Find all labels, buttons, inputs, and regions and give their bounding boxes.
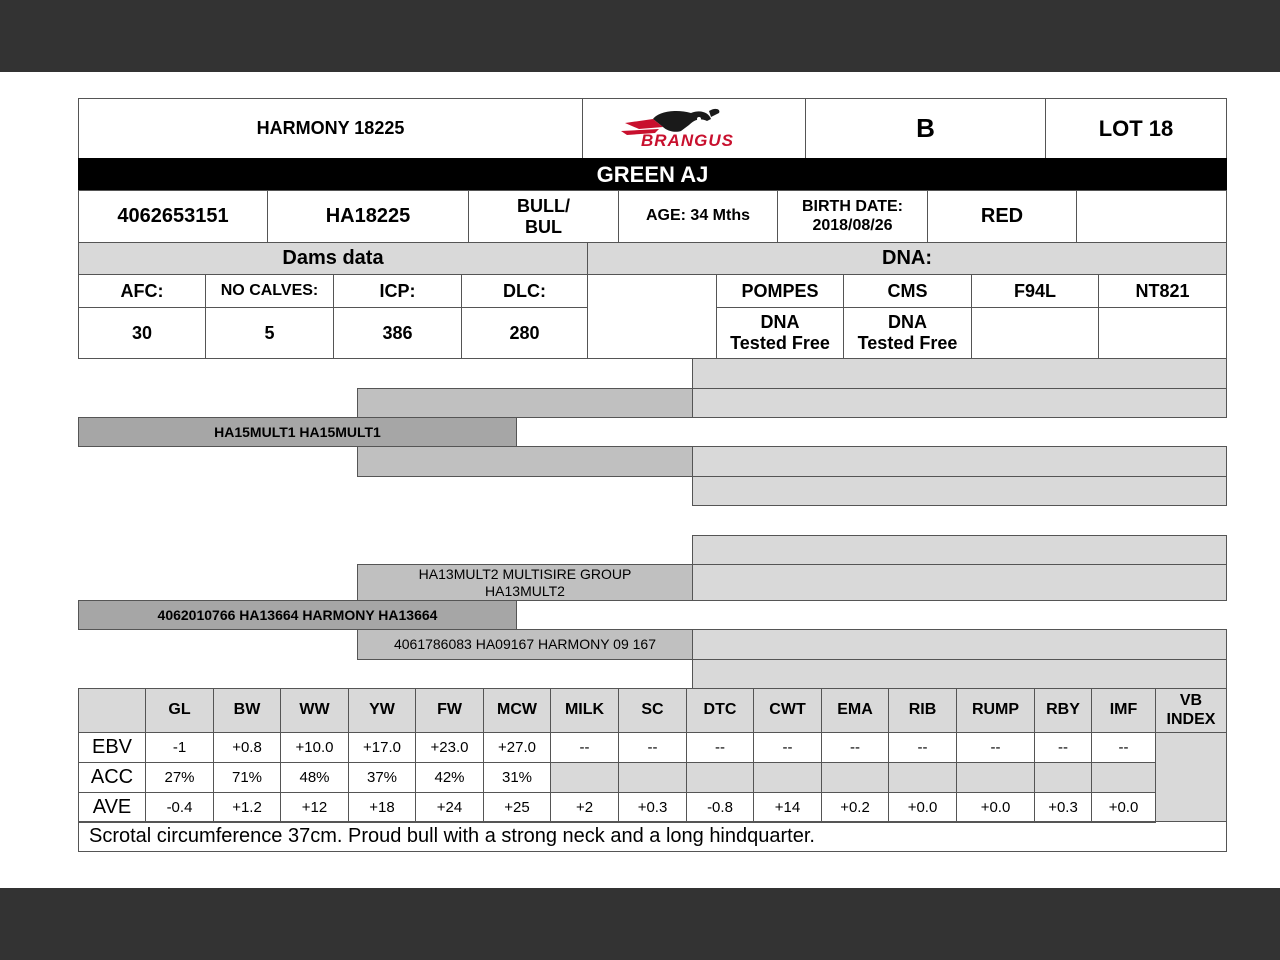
ebv-column-header <box>956 688 1035 733</box>
ebv-value-cell-text: -- <box>647 738 658 756</box>
sex-line2: BUL <box>525 216 562 237</box>
page <box>0 72 1280 888</box>
ebv-value-cell-text: -- <box>1058 738 1068 756</box>
pedigree-dam-sire-line2: HA13MULT2 <box>485 582 565 599</box>
ebv-column-header-text: RBY <box>1046 701 1080 719</box>
birth-label: BIRTH DATE: <box>801 198 904 216</box>
dna-result-empty <box>971 307 1099 359</box>
ebv-column-header-text: CWT <box>769 701 806 719</box>
dams-header <box>205 274 334 308</box>
ebv-value-cell <box>1091 732 1156 763</box>
ebv-value-cell-text: -- <box>1118 738 1129 756</box>
ebv-value-cell <box>348 792 416 823</box>
pedigree-dam-text: 4062010766 HA13664 HARMONY HA13664 <box>157 606 438 623</box>
animal-name-text: HARMONY 18225 <box>256 118 405 139</box>
dams-value <box>333 307 462 359</box>
dna-result <box>716 307 844 359</box>
ebv-value-cell <box>1034 732 1092 763</box>
ebv-value-cell <box>483 762 551 793</box>
owner-band <box>78 158 1227 191</box>
ebv-value-cell-text: 27% <box>164 768 195 786</box>
ebv-value-cell <box>753 732 822 763</box>
pedigree-empty-cell <box>692 476 1227 506</box>
ebv-value-cell-text: +0.3 <box>637 798 668 816</box>
ebv-value-cell <box>145 732 214 763</box>
ebv-value-cell <box>415 732 484 763</box>
comment-text: Scrotal circumference 37cm. Proud bull with a strong neck and a long hindquarter. <box>89 825 815 847</box>
ebv-value-cell-text: +23.0 <box>430 738 469 756</box>
ebv-value-cell-text: -1 <box>172 738 187 756</box>
ebv-value-cell-text: 37% <box>366 768 398 786</box>
ebv-value-cell-text: -- <box>850 738 860 756</box>
dams-header-text: NO CALVES: <box>220 281 319 299</box>
ebv-value-cell <box>213 762 281 793</box>
logo-text: BRANGUS <box>641 131 734 150</box>
ebv-column-header <box>821 688 889 733</box>
ebv-row-label-text: ACC <box>90 766 134 788</box>
dna-empty-cell <box>587 274 717 359</box>
dna-result-empty <box>1098 307 1227 359</box>
ebv-column-header-text: MCW <box>497 701 537 719</box>
pedigree-dam-sire-line1: HA13MULT2 MULTISIRE GROUP <box>418 566 632 583</box>
dna-header <box>971 274 1099 308</box>
dams-header-text: AFC: <box>120 280 164 301</box>
ebv-value-cell <box>956 792 1035 823</box>
ebv-column-header-text: RIB <box>908 701 937 719</box>
ebv-column-header <box>888 688 957 733</box>
ebv-column-header-text: GL <box>168 701 191 719</box>
ebv-column-header <box>618 688 687 733</box>
ebv-value-cell-text: 48% <box>299 768 330 786</box>
ebv-value-cell <box>821 762 889 793</box>
ebv-value-cell <box>213 732 281 763</box>
owner-text: GREEN AJ <box>596 161 709 187</box>
ebv-value-cell-text: +25 <box>504 798 530 816</box>
ebv-value-cell <box>618 732 687 763</box>
ebv-value-cell <box>415 762 484 793</box>
ebv-value-cell-text: -- <box>990 738 1001 756</box>
birth-date-value: 2018/08/26 <box>812 216 893 234</box>
ebv-row-label <box>78 762 146 793</box>
pedigree-empty-cell <box>692 358 1227 389</box>
ebv-value-cell-text: -0.8 <box>707 798 733 816</box>
ebv-column-header <box>348 688 416 733</box>
ebv-value-cell <box>145 762 214 793</box>
sex <box>468 190 619 243</box>
ebv-value-cell <box>888 762 957 793</box>
vb-index-line1: VB <box>1179 692 1203 710</box>
ebv-value-cell <box>483 732 551 763</box>
ebv-value-cell-text: +1.2 <box>232 798 262 816</box>
dams-value-text: 386 <box>382 322 413 343</box>
dna-result-line1: DNA <box>760 312 800 333</box>
dams-header <box>461 274 588 308</box>
ebv-value-cell <box>280 732 349 763</box>
dams-value-text: 30 <box>131 322 153 343</box>
ebv-value-cell <box>956 732 1035 763</box>
dams-header <box>78 274 206 308</box>
pedigree-empty-cell <box>692 388 1227 418</box>
dams-value-text: 280 <box>509 322 540 343</box>
pedigree-empty-cell <box>692 659 1227 689</box>
ebv-value-cell <box>956 762 1035 793</box>
dna-title-text: DNA: <box>882 247 932 269</box>
ebv-column-header-text: EMA <box>837 701 873 719</box>
ebv-value-cell <box>618 792 687 823</box>
ebv-value-cell <box>686 792 754 823</box>
ebv-column-header <box>213 688 281 733</box>
dna-header-text: CMS <box>887 280 928 301</box>
pedigree-empty-cell <box>692 446 1227 477</box>
ebv-value-cell <box>686 732 754 763</box>
dna-header <box>1098 274 1227 308</box>
ebv-value-cell <box>280 792 349 823</box>
ebv-value-cell-text: +24 <box>436 798 463 816</box>
dams-value-text: 5 <box>264 322 275 343</box>
dams-header-text: ICP: <box>379 280 416 301</box>
dna-header <box>843 274 972 308</box>
ebv-value-cell-text: +0.0 <box>1108 798 1139 816</box>
dna-result-line2: Tested Free <box>857 333 958 353</box>
grade-text: B <box>916 112 935 143</box>
age <box>618 190 778 243</box>
ebv-column-header-text: IMF <box>1109 701 1138 719</box>
dams-value <box>205 307 334 359</box>
pedigree-empty-cell <box>692 564 1227 601</box>
dams-value <box>78 307 206 359</box>
ebv-column-header <box>686 688 754 733</box>
ebv-value-cell <box>821 792 889 823</box>
ebv-corner-cell <box>78 688 146 733</box>
color <box>927 190 1077 243</box>
ebv-value-cell <box>280 762 349 793</box>
color-text: RED <box>980 205 1024 227</box>
animal-id <box>78 190 268 243</box>
ebv-column-header <box>483 688 551 733</box>
ebv-column-header-text: MILK <box>564 701 605 719</box>
ebv-column-header <box>1034 688 1092 733</box>
ebv-value-cell-text: +14 <box>774 798 801 816</box>
dna-header-text: NT821 <box>1135 280 1190 301</box>
pedigree-dam-dam-text: 4061786083 HA09167 HARMONY 09 167 <box>393 636 657 653</box>
ebv-value-cell-text: 31% <box>501 768 533 786</box>
pedigree-sire-text: HA15MULT1 HA15MULT1 <box>214 423 381 440</box>
ebv-column-header-text: RUMP <box>971 701 1020 719</box>
ebv-value-cell <box>550 762 619 793</box>
pedigree-sire <box>78 417 517 447</box>
pedigree-dam-dam <box>357 629 693 660</box>
ebv-value-cell-text: +0.3 <box>1048 798 1078 816</box>
ebv-value-cell-text: +27.0 <box>498 738 536 756</box>
ebv-value-cell-text: +0.8 <box>232 738 262 756</box>
ebv-value-cell <box>348 762 416 793</box>
ebv-value-cell <box>1034 762 1092 793</box>
dna-header <box>716 274 844 308</box>
ebv-value-cell <box>1091 762 1156 793</box>
ebv-value-cell-text: +18 <box>369 798 395 816</box>
ebv-column-header <box>753 688 822 733</box>
vb-index-value <box>1155 732 1227 822</box>
ebv-value-cell-text: 42% <box>434 768 465 786</box>
dams-header <box>333 274 462 308</box>
ebv-column-header <box>1091 688 1156 733</box>
ebv-value-cell <box>888 732 957 763</box>
pedigree-empty-cell <box>357 388 693 418</box>
animal-tag-text: HA18225 <box>325 205 411 227</box>
ebv-value-cell-text: -0.4 <box>166 798 193 816</box>
dna-result-line2: Tested Free <box>730 333 830 353</box>
ebv-value-cell <box>686 762 754 793</box>
birth-date <box>777 190 928 243</box>
ebv-column-header <box>415 688 484 733</box>
ebv-value-cell-text: +0.0 <box>907 798 938 816</box>
ebv-value-cell <box>415 792 484 823</box>
ebv-value-cell-text: -- <box>782 738 793 756</box>
ebv-value-cell <box>145 792 214 823</box>
ebv-value-cell-text: +17.0 <box>363 738 401 756</box>
dna-result <box>843 307 972 359</box>
dams-value <box>461 307 588 359</box>
animal-tag <box>267 190 469 243</box>
pedigree-empty-cell <box>692 535 1227 565</box>
comment-row <box>78 821 1227 852</box>
ebv-value-cell-text: +0.0 <box>980 798 1011 816</box>
ebv-value-cell-text: -- <box>715 738 725 756</box>
pedigree-empty-cell <box>692 629 1227 660</box>
sex-line1: BULL/ <box>517 195 570 216</box>
dna-header-text: POMPES <box>741 280 819 301</box>
ebv-row-label <box>78 792 146 823</box>
ebv-value-cell-text: +12 <box>301 798 328 816</box>
animal-name <box>78 98 583 159</box>
ebv-column-header <box>145 688 214 733</box>
ebv-value-cell-text: +0.2 <box>840 798 870 816</box>
dams-title <box>78 242 588 275</box>
ebv-value-cell <box>821 732 889 763</box>
ebv-value-cell <box>550 732 619 763</box>
ebv-value-cell <box>1034 792 1092 823</box>
ebv-column-header <box>280 688 349 733</box>
ebv-column-header-text: BW <box>233 701 261 719</box>
vb-index-line2: INDEX <box>1166 710 1216 728</box>
ebv-column-header-text: YW <box>369 701 395 719</box>
ebv-row-label <box>78 732 146 763</box>
ebv-value-cell <box>1091 792 1156 823</box>
ebv-value-cell-text: -- <box>917 738 928 756</box>
vb-index-header <box>1155 688 1227 733</box>
dna-header-text: F94L <box>1013 280 1056 301</box>
ebv-value-cell <box>618 762 687 793</box>
ebv-row-label-text: EBV <box>91 736 133 758</box>
ebv-column-header-text: FW <box>437 701 462 719</box>
ebv-value-cell <box>753 762 822 793</box>
ebv-value-cell-text: +2 <box>575 798 594 816</box>
info-empty-cell <box>1076 190 1227 243</box>
pedigree-empty-cell <box>357 446 693 477</box>
ebv-value-cell-text: 71% <box>231 768 263 786</box>
ebv-value-cell-text: +10.0 <box>295 738 334 756</box>
brangus-logo <box>582 98 806 159</box>
dams-title-text: Dams data <box>282 247 384 269</box>
dna-title <box>587 242 1227 275</box>
pedigree-dam-sire <box>357 564 693 601</box>
dams-header-text: DLC: <box>503 280 546 301</box>
ebv-value-cell <box>483 792 551 823</box>
ebv-column-header <box>550 688 619 733</box>
animal-id-text: 4062653151 <box>117 205 229 227</box>
ebv-column-header-text: WW <box>299 701 330 719</box>
ebv-value-cell <box>348 732 416 763</box>
ebv-value-cell-text: -- <box>579 738 590 756</box>
pedigree-dam <box>78 600 517 630</box>
ebv-value-cell <box>888 792 957 823</box>
ebv-row-label-text: AVE <box>92 796 132 818</box>
ebv-column-header-text: DTC <box>703 701 737 719</box>
lot-text: LOT 18 <box>1098 115 1174 141</box>
ebv-value-cell <box>753 792 822 823</box>
ebv-column-header-text: SC <box>641 701 664 719</box>
age-text: AGE: 34 Mths <box>645 207 750 225</box>
grade <box>805 98 1046 159</box>
lot-number <box>1045 98 1227 159</box>
ebv-value-cell <box>550 792 619 823</box>
dna-result-line1: DNA <box>887 312 927 333</box>
ebv-value-cell <box>213 792 281 823</box>
